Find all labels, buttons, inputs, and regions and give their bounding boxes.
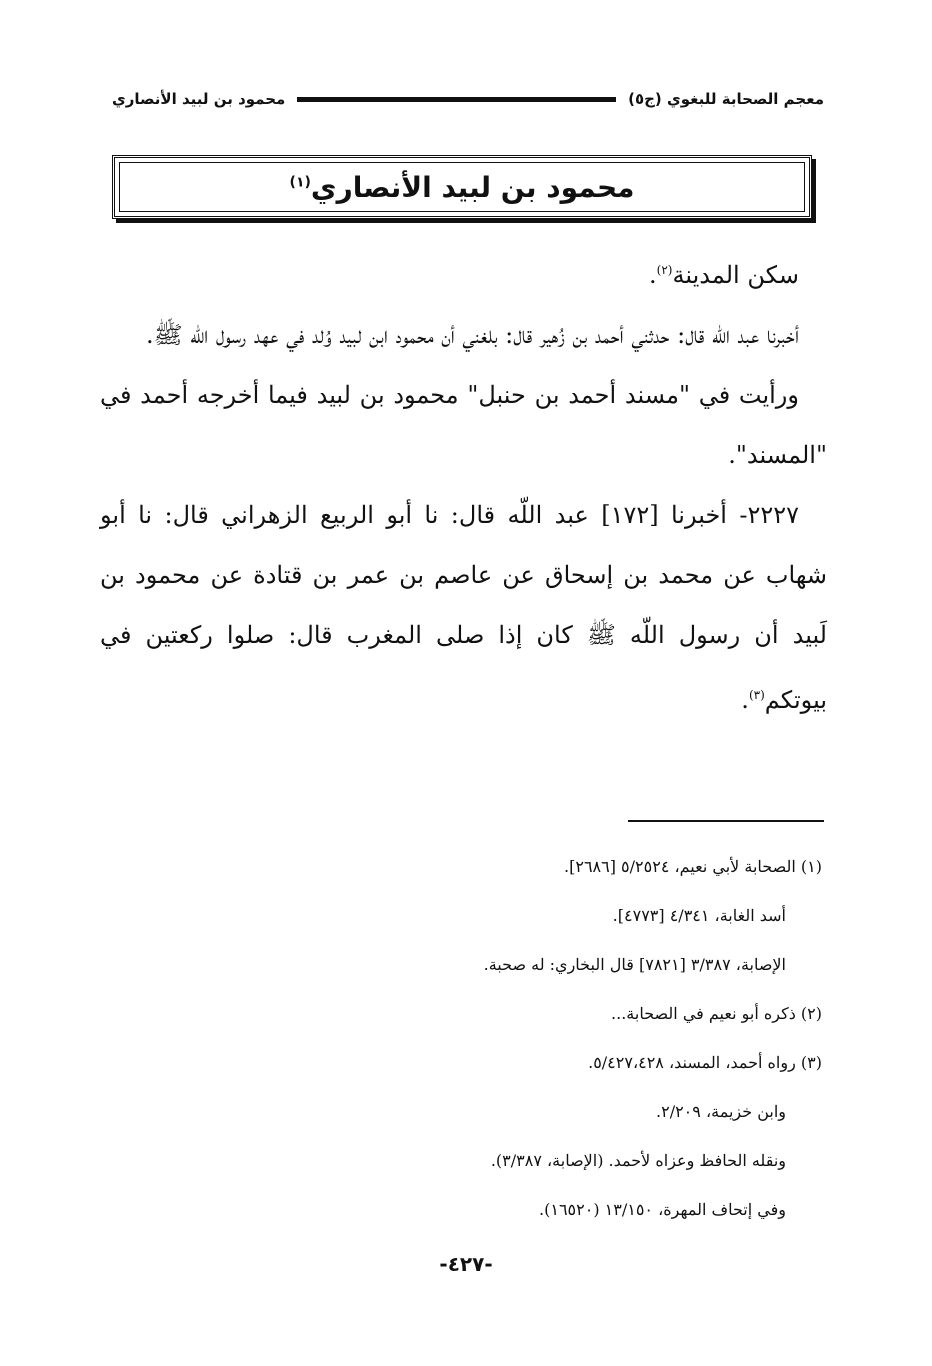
running-header: [112, 84, 824, 114]
entry-title-text: محمود بن لبيد الأنصاري: [310, 170, 635, 204]
main-text: [100, 240, 827, 730]
page-number: -٤٢٧-: [439, 1252, 493, 1276]
paragraph-residence-end: .: [649, 261, 657, 289]
hadith-2227-end: .: [741, 686, 749, 714]
entry-title: [290, 171, 635, 204]
footnote-line: (٢) ذكره أبو نعيم في الصحابة...: [611, 1004, 822, 1023]
footnote-line: الإصابة، ٣/٣٨٧ [٧٨٢١] قال البخاري: له صحبة.: [483, 955, 786, 974]
paragraph-birth-report: أخبرنا عبد اللّه قال: حدثني أحمد بن زُهير قال: بلغني أن محمود ابن لبيد وُلد في عهد رسول اللّه ﷺ.: [146, 321, 799, 349]
footnote-line: وابن خزيمة، ٢/٢٠٩.: [656, 1102, 786, 1121]
footnote-line: وفي إتحاف المهرة، ١٣/١٥٠ (١٦٥٢٠).: [539, 1200, 786, 1219]
footnote-ref-2: (٢): [656, 263, 673, 277]
entry-title-box: [112, 155, 812, 219]
paragraph-residence: [100, 240, 827, 305]
title-footnote-ref: (١): [289, 174, 311, 191]
footnote-line: ونقله الحافظ وعزاه لأحمد. (الإصابة، ٣/٣٨٧).: [490, 1151, 786, 1170]
paragraph-musnad-note: ورأيت في "مسند أحمد بن حنبل" محمود بن لبيد فيما أخرجه أحمد في "المسند".: [100, 381, 827, 469]
footnote-line: (١) الصحابة لأبي نعيم، ٥/٢٥٢٤ [٢٦٨٦].: [564, 857, 822, 876]
paragraph-residence-text: سكن المدينة: [672, 261, 799, 289]
footnote-ref-3: (٣): [748, 688, 765, 702]
footnote-line: (٣) رواه أحمد، المسند، ٥/٤٢٧،٤٢٨.: [588, 1053, 822, 1072]
running-header-book-title: معجم الصحابة للبغوي (ج٥): [628, 90, 824, 108]
running-header-rule: [297, 97, 616, 102]
running-header-entry-title: محمود بن لبيد الأنصاري: [112, 90, 286, 108]
hadith-2227-text: ٢٢٢٧- أخبرنا [١٧٢] عبد اللّه قال: نا أبو الربيع الزهراني قال: نا أبو شهاب عن محمد بن إسحاق عن عاصم بن عمر بن قتادة عن محمود بن لَبيد أن رسول اللّه ﷺ كان إذا صلى المغرب قال: صلوا ركعتين في بيوتكم: [100, 501, 827, 714]
footnote-line: أسد الغابة، ٤/٣٤١ [٤٧٧٣].: [612, 906, 786, 925]
footnote-separator: [628, 820, 824, 822]
footnotes: [300, 842, 822, 1234]
paragraph-hadith-2227: [100, 485, 827, 730]
